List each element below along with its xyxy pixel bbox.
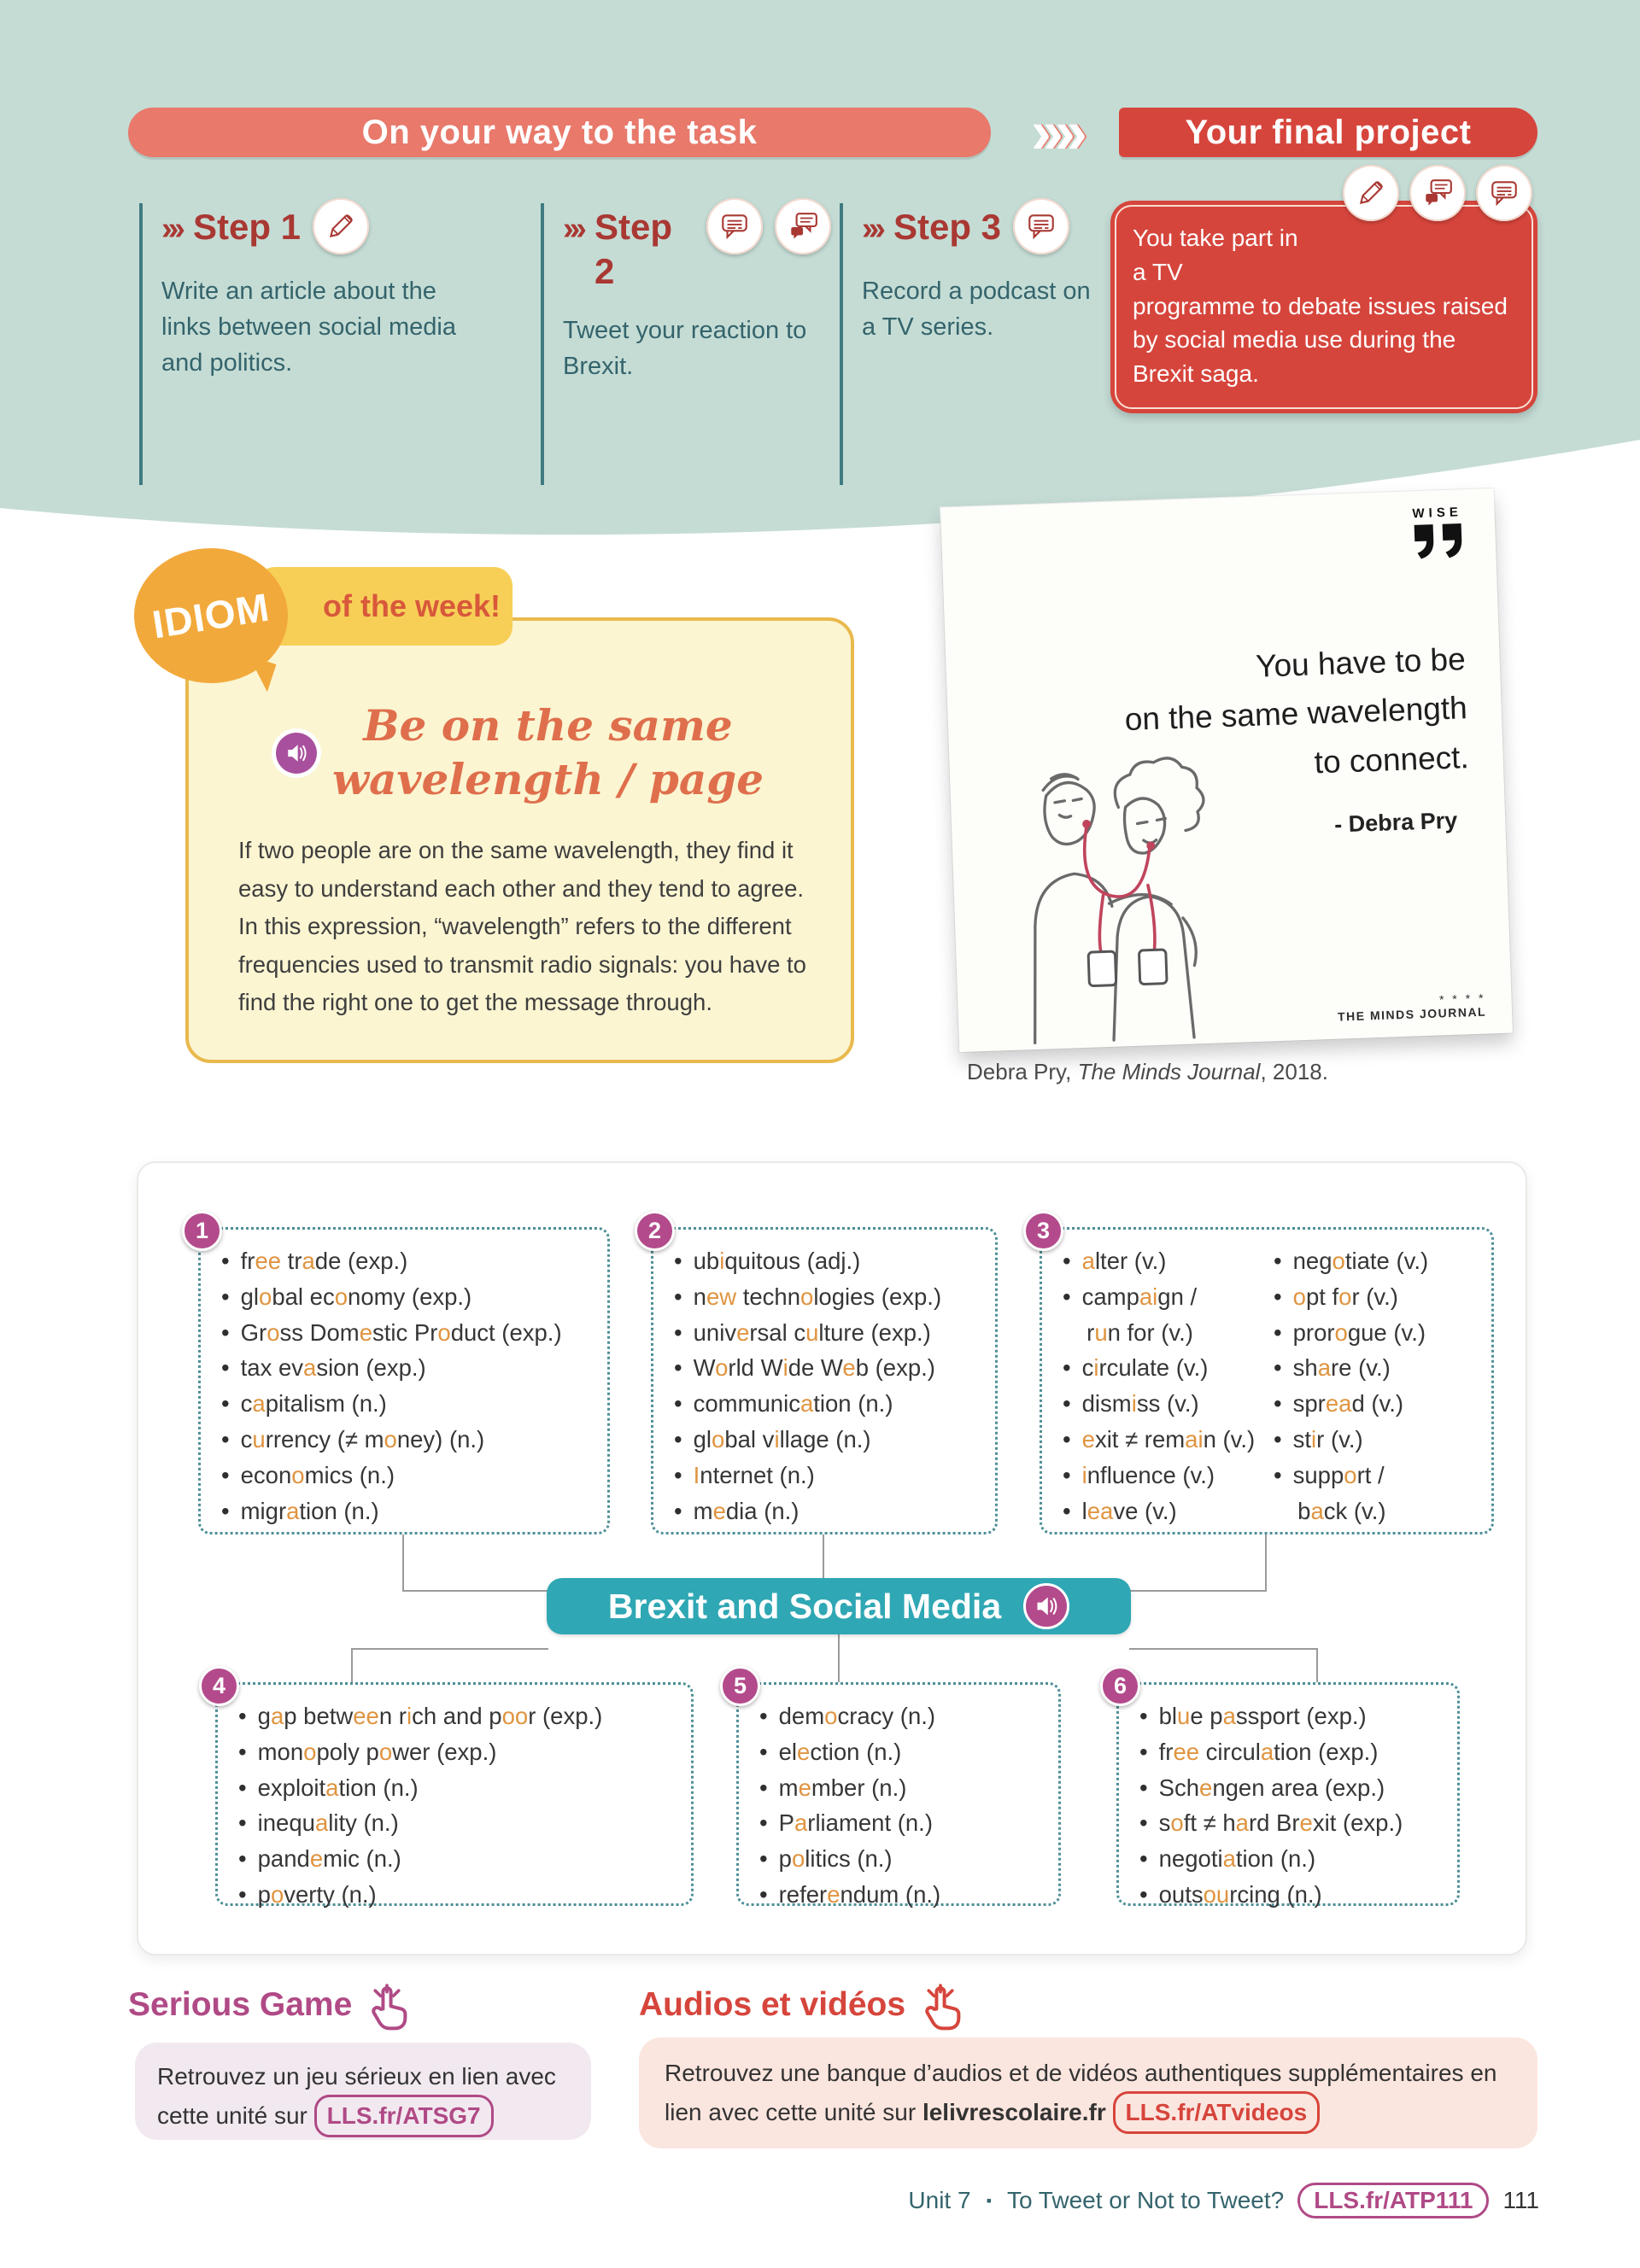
- vocab-word: • free trade (exp.): [221, 1243, 592, 1279]
- bullet-icon: •: [674, 1390, 682, 1418]
- vocab-word: • negotiate (v.): [1274, 1243, 1476, 1279]
- vocab-word: • blue passport (exp.): [1139, 1698, 1442, 1734]
- bullet-icon: •: [674, 1354, 682, 1382]
- vocab-word: • pandemic (n.): [238, 1841, 676, 1877]
- bullet-icon: •: [221, 1283, 230, 1310]
- vocab-group-4: [212, 1673, 694, 1908]
- unit-label: Unit 7: [908, 2187, 971, 2213]
- bullet-icon: •: [1274, 1461, 1282, 1488]
- page-number: 111: [1502, 2187, 1539, 2213]
- vocab-word: • circulate (v.): [1063, 1350, 1265, 1386]
- vocab-word: • new technologies (exp.): [674, 1279, 980, 1315]
- vocab-word: • politics (n.): [759, 1841, 1043, 1877]
- vocab-word: • opt for (v.): [1274, 1279, 1476, 1315]
- bullet-icon: •: [674, 1248, 682, 1274]
- vocab-group-6: [1113, 1673, 1460, 1908]
- bullet-icon: •: [759, 1880, 768, 1908]
- group-number-badge: 6: [1100, 1666, 1140, 1706]
- chevron-icon: ›››: [862, 211, 882, 247]
- vocab-word: • referendum (n.): [759, 1877, 1043, 1913]
- vocab-word: • Parliament (n.): [759, 1805, 1043, 1841]
- pencil-icon: [1343, 165, 1399, 221]
- final-project-text: You take part in a TV programme to debate issues raised by social media use during the Brexit saga.: [1133, 225, 1508, 387]
- connector-line: [1129, 1648, 1318, 1650]
- chat-bubble-icon: [1013, 198, 1069, 254]
- vocab-word: • economics (n.): [221, 1458, 592, 1493]
- bullet-icon: •: [221, 1425, 230, 1453]
- group-number-badge: 3: [1023, 1211, 1063, 1251]
- bullet-icon: •: [238, 1774, 247, 1801]
- vocab-word: • currency (≠ money) (n.): [221, 1422, 592, 1458]
- vocab-word: • global village (n.): [674, 1422, 980, 1458]
- site-name: lelivrescolaire.fr: [922, 2099, 1106, 2126]
- vocab-word: • outsourcing (n.): [1139, 1877, 1442, 1913]
- click-hand-icon: [362, 1983, 412, 2032]
- audios-videos-title: Audios et vidéos: [639, 1986, 965, 2032]
- vocab-word: • stir (v.): [1274, 1422, 1476, 1458]
- vocab-word: • migration (n.): [221, 1493, 592, 1529]
- connector-line: [351, 1648, 353, 1682]
- chevron-icon: ›››: [563, 211, 583, 247]
- vocab-word: • gap between rich and poor (exp.): [238, 1698, 676, 1734]
- footer-separator: ▪: [986, 2191, 992, 2209]
- quote-attribution: - Debra Pry: [1333, 807, 1458, 838]
- connector-line: [823, 1534, 824, 1580]
- bullet-icon: •: [1063, 1248, 1071, 1274]
- bullet-icon: •: [1063, 1497, 1071, 1524]
- step-3-label: Step 3: [893, 207, 1002, 247]
- bullet-icon: •: [1139, 1845, 1148, 1873]
- bullet-icon: •: [221, 1390, 230, 1418]
- vocab-word: • ubiquitous (adj.): [674, 1243, 980, 1279]
- connector-line: [402, 1590, 548, 1592]
- vocab-word: • member (n.): [759, 1770, 1043, 1806]
- vocab-word: • Internet (n.): [674, 1458, 980, 1493]
- vocab-word: • media (n.): [674, 1493, 980, 1529]
- vocab-word: • support / back (v.): [1274, 1458, 1476, 1529]
- step-3: [840, 203, 1104, 485]
- bullet-icon: •: [674, 1283, 682, 1310]
- chat-bubble-icon: [706, 198, 763, 254]
- vocab-word: • share (v.): [1274, 1350, 1476, 1386]
- bullet-icon: •: [674, 1318, 682, 1346]
- bullet-icon: •: [221, 1497, 230, 1524]
- bullet-icon: •: [221, 1318, 230, 1346]
- bullet-icon: •: [238, 1880, 247, 1908]
- bullet-icon: •: [1063, 1390, 1071, 1418]
- connector-line: [1316, 1648, 1318, 1682]
- bullet-icon: •: [238, 1809, 247, 1837]
- vocab-word: • spread (v.): [1274, 1386, 1476, 1422]
- vocab-word: • tax evasion (exp.): [221, 1350, 592, 1386]
- footer-link[interactable]: LLS.fr/ATP111: [1297, 2183, 1489, 2218]
- vocab-word: • monopoly power (exp.): [238, 1734, 676, 1770]
- banner-final-project: [1119, 108, 1538, 157]
- bullet-icon: •: [759, 1703, 768, 1729]
- vocab-word: • communication (n.): [674, 1386, 980, 1422]
- audio-play-button[interactable]: [276, 733, 317, 774]
- chevron-icon: ›››: [161, 211, 181, 247]
- serious-game-box: Retrouvez un jeu sérieux en lien avec cette unité sur LLS.fr/ATSG7: [135, 2043, 591, 2140]
- bullet-icon: •: [759, 1774, 768, 1801]
- quote-text: You have to be on the same wavelength to connect.: [1124, 641, 1470, 780]
- vocab-word: • poverty (n.): [238, 1877, 676, 1913]
- step-2-text: Tweet your reaction to Brexit.: [563, 317, 807, 381]
- bullet-icon: •: [1274, 1354, 1282, 1382]
- bullet-icon: •: [759, 1809, 768, 1837]
- click-hand-icon: [916, 1983, 965, 2032]
- bullet-icon: •: [1063, 1354, 1071, 1382]
- connector-line: [351, 1648, 548, 1650]
- mindmap-title: Brexit and Social Media: [607, 1586, 1002, 1626]
- vocab-group-5: [733, 1673, 1061, 1908]
- vocab-word: • democracy (n.): [759, 1698, 1043, 1734]
- vocab-word: • leave (v.): [1063, 1493, 1265, 1529]
- step-2-label: Step 2: [594, 207, 672, 291]
- group-number-badge: 2: [635, 1211, 675, 1251]
- vocab-word: • free circulation (exp.): [1139, 1734, 1442, 1770]
- group-number-badge: 5: [720, 1666, 760, 1706]
- final-project-box: [1110, 201, 1538, 413]
- bullet-icon: •: [1063, 1461, 1071, 1488]
- banner-on-your-way: [128, 108, 991, 157]
- idiom-box: [185, 617, 854, 1063]
- vocab-word: • election (n.): [759, 1734, 1043, 1770]
- bullet-icon: •: [1274, 1390, 1282, 1418]
- vocab-word: • dismiss (v.): [1063, 1386, 1265, 1422]
- bullet-icon: •: [1139, 1809, 1148, 1837]
- connector-line: [1265, 1534, 1267, 1592]
- bullet-icon: •: [1274, 1248, 1282, 1274]
- idiom-definition: If two people are on the same wavelength, they find it easy to understand each other and they tend to agree. In this expression, “wavelength” refers to the different frequencies used to transmit radio signals: you have to find the right one to get the message through.: [238, 837, 806, 1016]
- minds-journal-logo: * * * * THE MINDS JOURNAL: [1337, 991, 1487, 1024]
- vocab-word: • influence (v.): [1063, 1458, 1265, 1493]
- group-number-badge: 1: [182, 1211, 222, 1251]
- vocabulary-mindmap-card: [137, 1161, 1527, 1955]
- bullet-icon: •: [1063, 1283, 1071, 1310]
- group-number-badge: 4: [199, 1666, 239, 1706]
- vocab-word: • inequality (n.): [238, 1805, 676, 1841]
- bullet-icon: •: [759, 1738, 768, 1765]
- bullet-icon: •: [1274, 1425, 1282, 1453]
- chat-bubbles-icon: [1409, 165, 1466, 221]
- mindmap-center-topic: [547, 1578, 1131, 1634]
- step-1-text: Write an article about the links between social media and politics.: [161, 278, 456, 377]
- vocab-word: • universal culture (exp.): [674, 1315, 980, 1351]
- bullet-icon: •: [221, 1461, 230, 1488]
- connector-line: [838, 1634, 840, 1682]
- vocab-word: • World Wide Web (exp.): [674, 1350, 980, 1386]
- bullet-icon: •: [1139, 1774, 1148, 1801]
- vocab-group-2: [647, 1218, 998, 1534]
- step-1: [139, 203, 477, 485]
- couple-earphones-illustration: [971, 746, 1263, 1046]
- bullet-icon: •: [1274, 1283, 1282, 1310]
- bullet-icon: •: [1139, 1703, 1148, 1729]
- audios-videos-link[interactable]: LLS.fr/ATvideos: [1113, 2091, 1321, 2133]
- bullet-icon: •: [238, 1703, 247, 1729]
- bullet-icon: •: [221, 1354, 230, 1382]
- image-caption: Debra Pry, The Minds Journal, 2018.: [967, 1059, 1328, 1084]
- audios-videos-box: Retrouvez une banque d’audios et de vidéos authentiques supplémentaires en lien avec cette unité sur lelivrescolaire.fr LLS.fr/ATvideos: [639, 2037, 1538, 2148]
- vocab-word: • soft ≠ hard Brexit (exp.): [1139, 1805, 1442, 1841]
- banner-chevrons-icon: ››››: [1031, 98, 1079, 167]
- chat-bubbles-icon: [775, 198, 831, 254]
- pencil-icon: [313, 198, 369, 254]
- step-3-text: Record a podcast on a TV series.: [862, 278, 1091, 342]
- unit-title: To Tweet or Not to Tweet?: [1006, 2187, 1285, 2213]
- vocab-word: • alter (v.): [1063, 1243, 1265, 1279]
- vocab-word: • exploitation (n.): [238, 1770, 676, 1806]
- vocab-word: • campaign / run for (v.): [1063, 1279, 1265, 1351]
- bullet-icon: •: [674, 1461, 682, 1488]
- wise-pick-logo: WISE: [1409, 505, 1467, 560]
- bullet-icon: •: [1139, 1738, 1148, 1765]
- bullet-icon: •: [759, 1845, 768, 1873]
- vocab-group-3: [1036, 1218, 1494, 1534]
- chat-bubble-icon: [1476, 165, 1532, 221]
- bullet-icon: •: [238, 1845, 247, 1873]
- vocab-word: • negotiation (n.): [1139, 1841, 1442, 1877]
- serious-game-title: Serious Game: [128, 1986, 412, 2032]
- vocab-word: • global economy (exp.): [221, 1279, 592, 1315]
- bullet-icon: •: [238, 1738, 247, 1765]
- quote-marks-icon: [1409, 521, 1467, 560]
- banner-right-label: Your final project: [1185, 113, 1472, 151]
- connector-line: [402, 1534, 404, 1592]
- step-2: [541, 203, 831, 485]
- vocab-word: • capitalism (n.): [221, 1386, 592, 1422]
- connector-line: [1129, 1590, 1267, 1592]
- step-1-label: Step 1: [192, 207, 302, 247]
- idiom-badge: IDIOM: [134, 548, 288, 683]
- page-footer: [908, 2183, 1539, 2218]
- idiom-title: Be on the same wavelength / page: [331, 700, 764, 804]
- vocab-word: • prorogue (v.): [1274, 1315, 1476, 1351]
- vocab-word: • exit ≠ remain (v.): [1063, 1422, 1265, 1458]
- serious-game-link[interactable]: LLS.fr/ATSG7: [314, 2095, 494, 2136]
- bullet-icon: •: [674, 1497, 682, 1524]
- bullet-icon: •: [1274, 1318, 1282, 1346]
- quote-image: [940, 488, 1513, 1052]
- vocab-group-1: [195, 1218, 610, 1534]
- banner-left-label: On your way to the task: [361, 113, 758, 151]
- bullet-icon: •: [1139, 1880, 1148, 1908]
- audio-play-button[interactable]: [1023, 1583, 1069, 1629]
- vocab-word: • Schengen area (exp.): [1139, 1770, 1442, 1806]
- bullet-icon: •: [674, 1425, 682, 1453]
- idiom-week-tab: of the week!: [256, 567, 512, 646]
- bullet-icon: •: [221, 1248, 230, 1274]
- task-banner: [128, 98, 1538, 167]
- vocab-word: • Gross Domestic Product (exp.): [221, 1315, 592, 1351]
- bullet-icon: •: [1063, 1425, 1071, 1453]
